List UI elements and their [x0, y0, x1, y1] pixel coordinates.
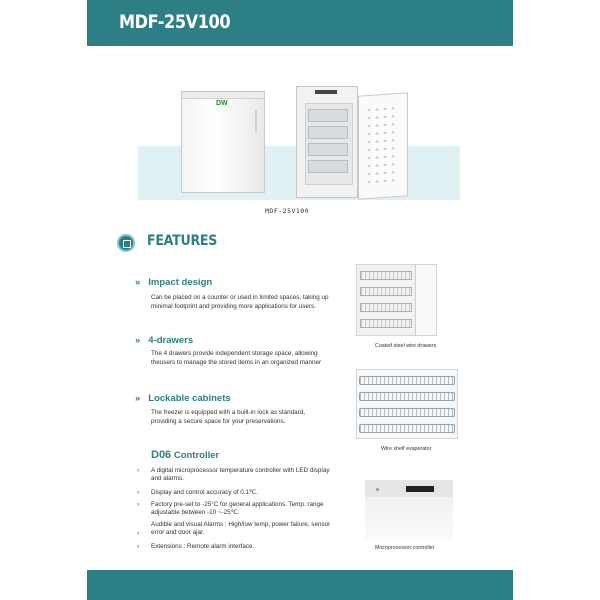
chevron-right-icon: › [137, 530, 140, 537]
wire-shelf [359, 424, 455, 433]
wire-shelf [359, 392, 455, 401]
chevron-right-icon: › [137, 489, 140, 496]
microprocessor-controller-image [365, 480, 453, 540]
bullet-text: Factory pre-set to -25°C for general applications. Temp. range adjustable between -10 ~-25℃. [151, 501, 324, 517]
controller-heading [151, 449, 219, 461]
feature-body: Can be placed on a counter or used in limited spaces, taking up minimal footprint and providing more applications for users. [151, 294, 329, 310]
feature-body: The 4 drawers provide independent storage space, allowing theusers to manage the stored items in an organized manner [151, 350, 322, 366]
header-band [87, 0, 513, 46]
bullet-text: Extensions : Remote alarm interface. [151, 543, 255, 550]
door-handle [255, 110, 257, 132]
wire-drawer [360, 271, 412, 280]
thumbnail-caption: Wire shelf evaperator [381, 446, 432, 452]
controller-bullet [137, 521, 337, 538]
feature-heading [135, 277, 212, 288]
wire-shelf [359, 408, 455, 417]
wire-drawer [360, 287, 412, 296]
controller-button [376, 488, 379, 491]
freezer-door-edge [415, 265, 436, 335]
double-chevron-icon: » [135, 335, 141, 346]
door-liner-pattern [365, 104, 399, 186]
freezer-open-door [358, 92, 408, 199]
double-chevron-icon: » [135, 277, 141, 288]
feature-heading-text: Lockable cabinets [148, 393, 231, 404]
feature-heading-text: Impact design [148, 277, 213, 288]
control-display [315, 90, 337, 94]
thumbnail-caption: Coated steel wire drawers [375, 343, 437, 349]
freezer-open-image [296, 86, 358, 198]
cabinet-front [365, 497, 453, 540]
page-title: MDF-25V100 [119, 11, 231, 33]
bullet-text: Display and control accuracy of 0.1℃. [151, 489, 258, 496]
controller-bullet [137, 501, 337, 518]
controller-bullet [137, 467, 337, 484]
features-title: FEATURES [147, 233, 218, 249]
controller-bullet [137, 543, 337, 551]
chevron-right-icon: › [137, 467, 140, 474]
controller-model: D06 [151, 449, 172, 461]
wire-drawer [360, 303, 412, 312]
feature-heading-text: 4-drawers [148, 335, 194, 346]
led-display [406, 486, 434, 492]
drawer [308, 126, 348, 139]
features-icon [117, 234, 135, 252]
drawer [308, 109, 348, 122]
controller-bullet [137, 489, 337, 497]
wire-drawers-image [356, 264, 437, 336]
thumbnail-caption: Microprocessor controller [375, 545, 435, 551]
freezer-top-panel [182, 92, 264, 99]
chevron-right-icon: › [137, 501, 140, 508]
wire-shelf-evaporator-image [356, 369, 458, 439]
footer-band [87, 570, 513, 600]
controller-heading-text: Controller [173, 450, 220, 461]
chevron-right-icon: › [137, 543, 140, 550]
feature-body: The freezer is equipped with a built-in lock as standard, providing a secure space for your preservations. [151, 409, 306, 425]
brand-logo: DW [216, 100, 228, 107]
feature-heading [135, 335, 193, 346]
feature-heading [135, 393, 231, 404]
bullet-text: A digital microprocessor temperature controller with LED display and alarms. [151, 467, 330, 483]
hero-caption: MDF-25V100 [265, 207, 310, 215]
drawer [308, 143, 348, 156]
wire-shelf [359, 376, 455, 385]
freezer-closed-image [181, 91, 265, 193]
double-chevron-icon: » [135, 393, 141, 404]
wire-drawer [360, 319, 412, 328]
bullet-text: Audible and visual Alarms : High/low temp, power failure, sensor error and door ajar. [151, 521, 331, 537]
drawer [308, 160, 348, 173]
